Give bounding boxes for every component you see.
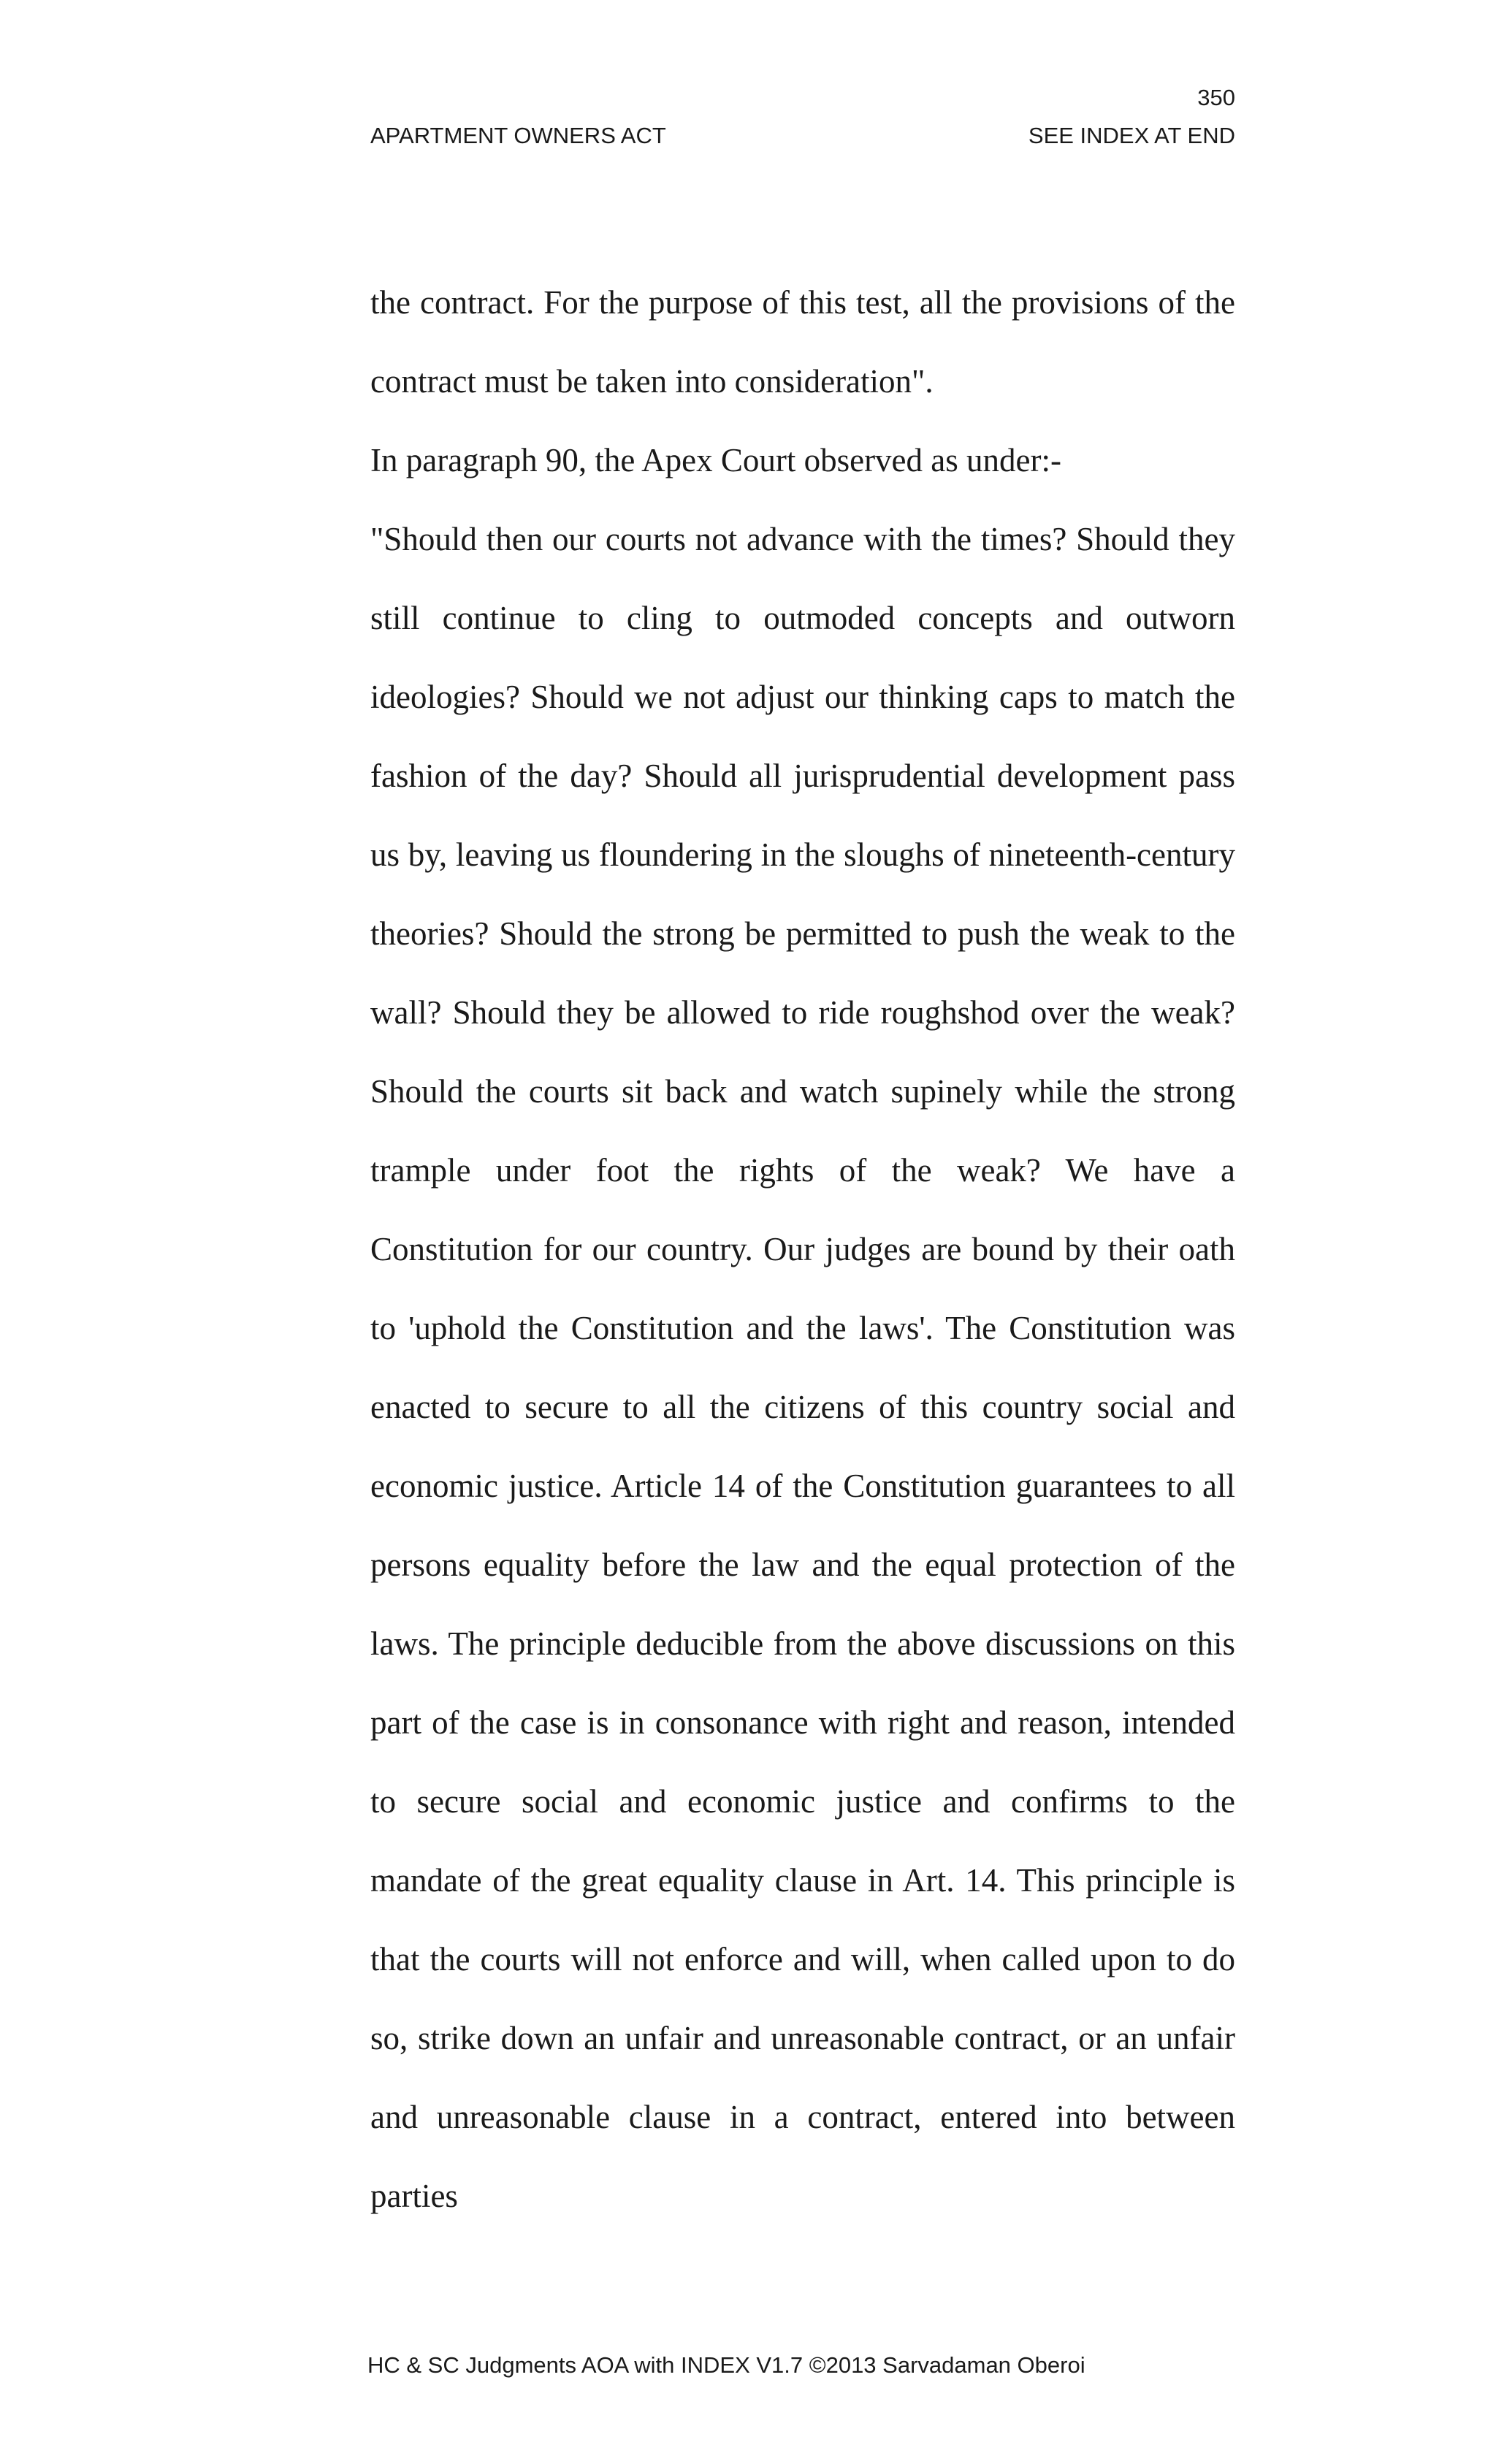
paragraph-intro-quote: In paragraph 90, the Apex Court observed as under:- [370, 442, 1061, 478]
page-footer: HC & SC Judgments AOA with INDEX V1.7 ©2013 Sarvadaman Oberoi [367, 2352, 1085, 2378]
paragraph-quoted-judgment: "Should then our courts not advance with the times? Should they still continue to cling to outmoded concepts and outworn ideologies? Should we not adjust our thinking caps to match the fashion of the day? Should all jurisprudential development pass us by, leaving us floundering in the sloughs of nineteenth-century theories? Should the strong be permitted to push the weak to the wall? Should they be allowed to ride roughshod over the weak? Should the courts sit back and watch supinely while the strong trample under foot the rights of the weak? We have a Constitution for our country. Our judges are bound by their oath to 'uphold the Constitution and the laws'. The Constitution was enacted to secure to all the citizens of this country social and economic justice. Article 14 of the Constitution guarantees to all persons equality before the law and the equal protection of the laws. The principle deducible from the above discussions on this part of the case is in consonance with right and reason, intended to secure social and economic justice and confirms to the mandate of the great equality clause in Art. 14. This principle is that the courts will not enforce and will, when called upon to do so, strike down an unfair and unreasonable contract, or an unfair and unreasonable clause in a contract, entered into between parties [370, 521, 1235, 2214]
running-header-index-note: SEE INDEX AT END [1028, 123, 1235, 148]
document-body [370, 263, 1235, 2235]
running-header-title: APARTMENT OWNERS ACT [370, 123, 666, 148]
page-number: 350 [1197, 85, 1235, 110]
paragraph-contract-test: the contract. For the purpose of this test, all the provisions of the contract must be taken into consideration". [370, 284, 1235, 400]
